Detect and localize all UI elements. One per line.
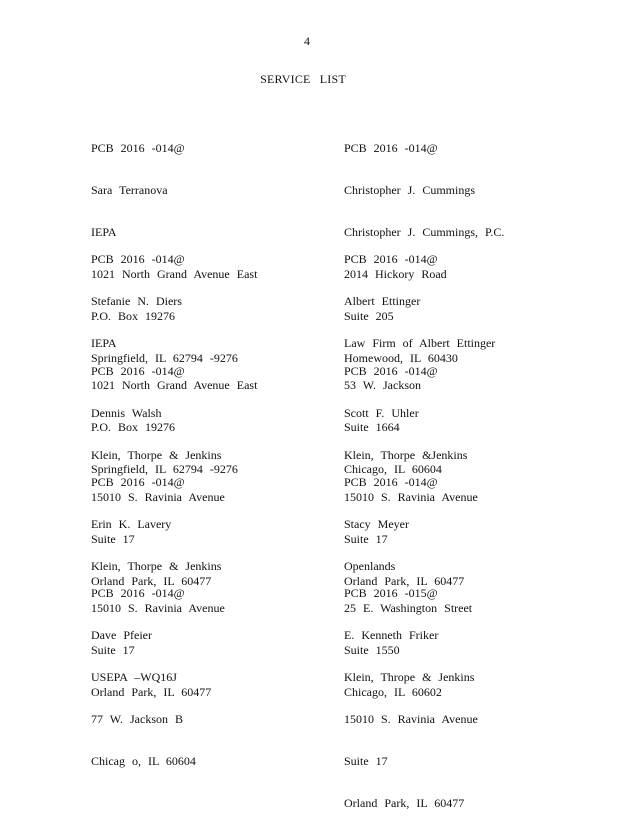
street-address: 1021 North Grand Avenue East: [91, 378, 258, 392]
recipient-name: Sara Terranova: [91, 183, 168, 197]
organization: USEPA –WQ16J: [91, 670, 177, 684]
case-number: PCB 2016 -014@: [344, 252, 438, 266]
organization: IEPA: [91, 336, 117, 350]
case-number: PCB 2016 -014@: [344, 364, 438, 378]
organization: Christopher J. Cummings, P.C.: [344, 225, 505, 239]
street-address: 1021 North Grand Avenue East: [91, 267, 258, 281]
recipient-name: Dave Pfeier: [91, 628, 152, 642]
case-number: PCB 2016 -014@: [91, 252, 185, 266]
page-title-text: SERVICE LIST: [260, 72, 346, 86]
street-address: 15010 S. Ravinia Avenue: [344, 712, 478, 726]
organization: Klein, Thrope & Jenkins: [344, 670, 475, 684]
street-address: 15010 S. Ravinia Avenue: [91, 490, 225, 504]
page-number: [0, 34, 618, 48]
recipient-name: E. Kenneth Friker: [344, 628, 439, 642]
city-state-zip: Orland Park, IL 60477: [91, 574, 212, 588]
page-title: [0, 72, 618, 86]
street-address: 77 W. Jackson B: [91, 712, 184, 726]
service-entry-pfeier: [91, 558, 321, 782]
address-line-2: Suite 17: [344, 532, 388, 546]
service-entry-friker: [344, 558, 574, 824]
address-line-2: Suite 1550: [344, 643, 400, 657]
recipient-name: Stefanie N. Diers: [91, 294, 182, 308]
case-number: PCB 2016 -014@: [344, 141, 438, 155]
recipient-name: Stacy Meyer: [344, 517, 409, 531]
case-number: PCB 2016 -014@: [91, 586, 185, 600]
street-address: 15010 S. Ravinia Avenue: [91, 601, 225, 615]
recipient-name: Dennis Walsh: [91, 406, 162, 420]
case-number: PCB 2016 -014@: [91, 475, 185, 489]
organization: Klein, Thorpe &Jenkins: [344, 448, 468, 462]
case-number: PCB 2016 -014@: [91, 364, 185, 378]
address-line-2: Suite 1664: [344, 420, 400, 434]
page-number-text: 4: [304, 34, 310, 48]
city-state-zip: Chicag o, IL 60604: [91, 754, 196, 768]
recipient-name: Christopher J. Cummings: [344, 183, 476, 197]
organization: Law Firm of Albert Ettinger: [344, 336, 496, 350]
street-address: 15010 S. Ravinia Avenue: [344, 490, 478, 504]
address-line-2: Suite 17: [344, 754, 388, 768]
address-line-2: P.O. Box 19276: [91, 309, 176, 323]
case-number: PCB 2016 -015@: [344, 586, 438, 600]
address-line-2: Suite 205: [344, 309, 394, 323]
recipient-name: Scott F. Uhler: [344, 406, 419, 420]
recipient-name: Erin K. Lavery: [91, 517, 172, 531]
address-line-2: P.O. Box 19276: [91, 420, 176, 434]
organization: Openlands: [344, 559, 396, 573]
organization: Klein, Thorpe & Jenkins: [91, 448, 222, 462]
recipient-name: Albert Ettinger: [344, 294, 421, 308]
city-state-zip: Chicago, IL 60604: [344, 462, 442, 476]
city-state-zip: Springfield, IL 62794 -9276: [91, 462, 238, 476]
address-line-2: Suite 17: [91, 643, 135, 657]
street-address: 2014 Hickory Road: [344, 267, 447, 281]
city-state-zip: Homewood, IL 60430: [344, 351, 458, 365]
city-state-zip: Orland Park, IL 60477: [344, 796, 465, 810]
organization: Klein, Thorpe & Jenkins: [91, 559, 222, 573]
street-address: 25 E. Washington Street: [344, 601, 473, 615]
street-address: 53 W. Jackson: [344, 378, 421, 392]
address-line-2: Suite 17: [91, 532, 135, 546]
city-state-zip: Orland Park, IL 60477: [344, 574, 465, 588]
case-number: PCB 2016 -014@: [344, 475, 438, 489]
city-state-zip: Orland Park, IL 60477: [91, 685, 212, 699]
city-state-zip: Springfield, IL 62794 -9276: [91, 351, 238, 365]
organization: IEPA: [91, 225, 117, 239]
city-state-zip: Chicago, IL 60602: [344, 685, 442, 699]
case-number: PCB 2016 -014@: [91, 141, 185, 155]
